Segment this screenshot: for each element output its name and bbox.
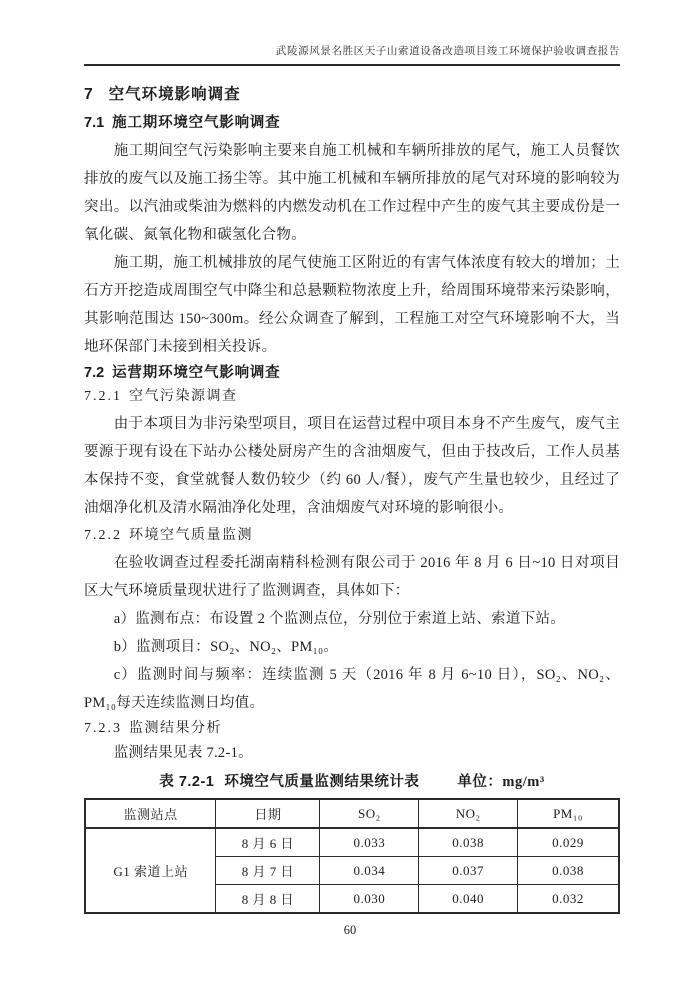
paragraph-operation-sources: 由于本项目为非污染型项目，项目在运营过程中项目本身不产生废气，废气主要源于现有设在下站办公楼处厨房产生的含油烟废气，但由于技改后，工作人员基本保持不变，食堂就餐人数仍较少（约 60 人/餐），废气产生量也较少，且经过了油烟净化机及清水隔油净化处理，含油烟废气对环境的影响很小。 (84, 416, 620, 516)
table-caption-label: 表 7.2-1 (159, 774, 215, 790)
section-heading-7-1 (84, 113, 620, 133)
paragraph-monitoring-intro: 在验收调查过程委托湖南精科检测有限公司于 2016 年 8 月 6 日~10 日对项目区大气环境质量现状进行了监测调查，具体如下： (84, 555, 620, 599)
paragraph-results-reference: 监测结果见表 7.2-1。 (113, 745, 253, 761)
pm10-value-cell: 0.029 (518, 828, 619, 857)
no2-value-cell: 0.040 (419, 885, 518, 914)
running-header-title: 武陵源风景名胜区天子山索道设备改造项目竣工环境保护验收调查报告 (275, 46, 620, 57)
column-header-date: 日期 (216, 799, 320, 828)
section-title: 空气环境影响调查 (108, 86, 241, 103)
so2-value-cell: 0.033 (320, 828, 419, 857)
no2-value-cell: 0.037 (419, 857, 518, 885)
list-item-monitoring-points: a）监测布点：布设置 2 个监测点位，分别位于索道上站、索道下站。 (113, 611, 566, 627)
date-cell: 8 月 7 日 (216, 857, 320, 885)
date-cell: 8 月 6 日 (216, 828, 320, 857)
table-header-row (85, 799, 619, 828)
column-header-pm10: PM₁₀ (518, 799, 619, 828)
column-header-station: 监测站点 (85, 799, 216, 828)
no2-value-cell: 0.038 (419, 828, 518, 857)
section-number: 7.2.2 (84, 528, 122, 543)
section-heading-7-2-3 (84, 719, 620, 739)
pm10-value-cell: 0.038 (518, 857, 619, 885)
pm10-value-cell: 0.032 (518, 885, 619, 914)
so2-value-cell: 0.030 (320, 885, 419, 914)
section-title: 监测结果分析 (129, 721, 222, 736)
paragraph-construction-sources: 施工期间空气污染影响主要来自施工机械和车辆所排放的尾气，施工人员餐饮排放的废气以及施工扬尘等。其中施工机械和车辆所排放的尾气对环境的影响较为突出。以汽油或柴油为燃料的内燃发动机在工作过程中产生的废气其主要成份是一氧化碳、氮氧化物和碳氢化合物。 (84, 143, 620, 243)
page-content (84, 84, 620, 914)
section-heading-7-2-1 (84, 387, 620, 407)
section-number: 7 (84, 86, 93, 103)
section-heading-7-2 (84, 363, 620, 383)
section-number: 7.1 (84, 115, 105, 131)
air-quality-monitoring-table (84, 798, 620, 914)
list-item-monitoring-schedule: c）监测时间与频率：连续监测 5 天（2016 年 8 月 6~10 日），SO₂、NO₂、PM₁₀每天连续监测日均值。 (84, 667, 620, 711)
section-heading-7 (84, 84, 620, 105)
section-number: 7.2.1 (84, 389, 122, 404)
list-item-monitoring-params: b）监测项目：SO₂、NO₂、PM₁₀。 (113, 639, 339, 655)
section-title: 施工期环境空气影响调查 (112, 115, 281, 131)
running-header (84, 45, 620, 66)
column-header-no2: NO₂ (419, 799, 518, 828)
so2-value-cell: 0.034 (320, 857, 419, 885)
section-number: 7.2 (84, 365, 105, 381)
table-unit-label: 单位：mg/m³ (457, 774, 545, 790)
section-title: 环境空气质量监测 (129, 528, 253, 543)
section-title: 空气污染源调查 (129, 389, 238, 404)
page-number: 60 (343, 923, 357, 937)
section-title: 运营期环境空气影响调查 (112, 365, 281, 381)
column-header-so2: SO₂ (320, 799, 419, 828)
table-caption-title: 环境空气质量监测结果统计表 (224, 774, 420, 790)
section-heading-7-2-2 (84, 526, 620, 546)
table-row (85, 828, 619, 857)
table-caption (84, 771, 620, 793)
date-cell: 8 月 8 日 (216, 885, 320, 914)
section-number: 7.2.3 (84, 721, 122, 736)
station-cell: G1 索道上站 (85, 828, 216, 913)
paragraph-construction-impact: 施工期，施工机械排放的尾气使施工区附近的有害气体浓度有较大的增加；土石方开挖造成周围空气中降尘和总悬颗粒物浓度上升，给周围环境带来污染影响，其影响范围达 150~300m。经公众调查了解到，工程施工对空气环境影响不大，当地环保部门未接到相关投诉。 (84, 255, 620, 355)
